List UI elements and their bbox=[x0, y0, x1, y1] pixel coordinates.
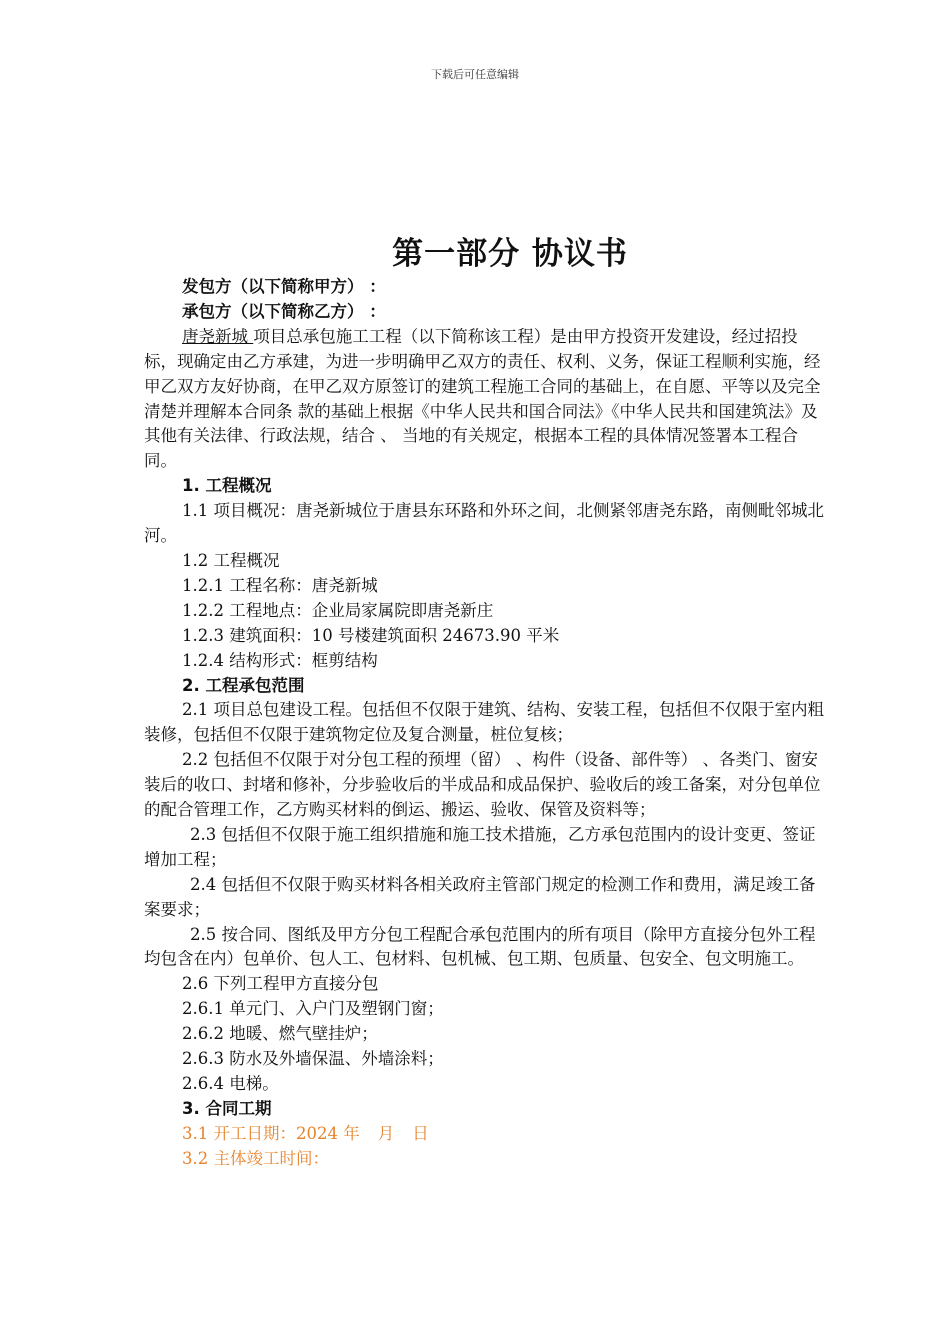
clause-1-2-2: 1.2.2 工程地点：企业局家属院即唐尧新庄 bbox=[182, 600, 494, 620]
clause-1-2-4: 1.2.4 结构形式：框剪结构 bbox=[182, 650, 378, 670]
clause-1-2: 1.2 工程概况 bbox=[182, 550, 280, 570]
document-body bbox=[144, 275, 826, 1172]
start-date-day: 日 bbox=[412, 1123, 429, 1143]
clause-2-6-1: 2.6.1 单元门、入户门及塑钢门窗； bbox=[182, 999, 444, 1019]
project-name-underlined: 唐尧新城 bbox=[182, 326, 254, 346]
clause-2-6: 2.6 下列工程甲方直接分包 bbox=[182, 974, 379, 994]
clause-3-2: 3.2 主体竣工时间： bbox=[182, 1148, 329, 1168]
clause-2-6-4: 2.6.4 电梯。 bbox=[182, 1074, 279, 1093]
clause-1-1: 1.1 项目概况：唐尧新城位于唐县东环路和外环之间，北侧紧邻唐尧东路，南侧毗邻城北河。 bbox=[144, 501, 824, 546]
header-watermark: 下载后可任意编辑 bbox=[431, 68, 519, 81]
clause-2-2: 2.2 包括但不仅限于对分包工程的预埋（留） 、构件（设备、部件等） 、各类门、窗安装后的收口、封堵和修补，分步验收后的半成品和成品保护、验收后的竣工备案，对分包单位的配合管理工作，乙方购买材料的倒运、搬运、验收、保管及资料等； bbox=[144, 750, 821, 820]
clause-3-1 bbox=[144, 1122, 826, 1147]
intro-paragraph bbox=[144, 325, 826, 474]
start-date-month: 月 bbox=[377, 1123, 395, 1143]
document-title: 第一部分 协议书 bbox=[392, 236, 628, 272]
section-heading-2: 2. 工程承包范围 bbox=[182, 675, 305, 695]
party-employer: 发包方（以下简称甲方） ： bbox=[182, 277, 386, 296]
clause-2-4: 2.4 包括但不仅限于购买材料各相关政府主管部门规定的检测工作和费用，满足竣工备案要求； bbox=[144, 874, 816, 919]
clause-2-3: 2.3 包括但不仅限于施工组织措施和施工技术措施，乙方承包范围内的设计变更、签证增加工程； bbox=[144, 824, 816, 869]
start-date-label: 3.1 开工日期：2024 年 bbox=[182, 1123, 360, 1143]
clause-1-2-1: 1.2.1 工程名称：唐尧新城 bbox=[182, 575, 378, 595]
clause-2-5: 2.5 按合同、图纸及甲方分包工程配合承包范围内的所有项目（除甲方直接分包外工程均包含在内）包单价、包人工、包材料、包机械、包工期、包质量、包安全、包文明施工。 bbox=[144, 924, 816, 969]
clause-2-1: 2.1 项目总包建设工程。包括但不仅限于建筑、结构、安装工程，包括但不仅限于室内粗装修，包括但不仅限于建筑物定位及复合测量，桩位复核； bbox=[144, 700, 824, 745]
clause-2-6-3: 2.6.3 防水及外墙保温、外墙涂料； bbox=[182, 1049, 444, 1069]
party-contractor: 承包方（以下简称乙方） ： bbox=[182, 301, 386, 321]
section-heading-1: 1. 工程概况 bbox=[182, 476, 272, 496]
section-heading-3: 3. 合同工期 bbox=[182, 1098, 272, 1118]
clause-2-6-2: 2.6.2 地暖、燃气壁挂炉； bbox=[182, 1024, 378, 1044]
clause-1-2-3: 1.2.3 建筑面积：10 号楼建筑面积 24673.90 平米 bbox=[182, 625, 560, 645]
intro-text: 项目总承包施工工程（以下简称该工程）是由甲方投资开发建设，经过招投标，现确定由乙方承建，为进一步明确甲乙双方的责任、权利、义务，保证工程顺利实施，经甲乙双方友好协商，在甲乙双方原签订的建筑工程施工合同的基础上，在自愿、平等以及完全清楚并理解本合同条 款的基础上根据《中华人民共和国合同法》《中华人民共和国建筑法》及其他有关法律、行政法规，结合 、 当地的有关规定，根据本工程的具体情况签署本工程合同。 bbox=[144, 326, 821, 471]
